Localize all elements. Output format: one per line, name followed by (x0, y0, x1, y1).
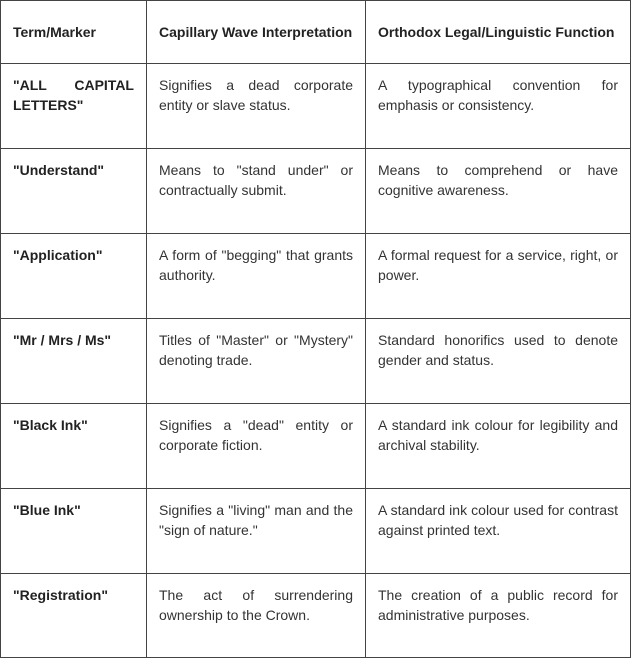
table-row (1, 234, 631, 319)
orthodox-cell: Standard honorifics used to denote gender and status. (366, 319, 631, 404)
term-cell: "Blue Ink" (1, 489, 147, 574)
term-cell: "Mr / Mrs / Ms" (1, 319, 147, 404)
term-cell: "Black Ink" (1, 404, 147, 489)
term-cell: "ALL CAPITAL LETTERS" (1, 64, 147, 149)
capillary-cell: Signifies a "dead" entity or corporate fiction. (147, 404, 366, 489)
orthodox-cell: A standard ink colour used for contrast against printed text. (366, 489, 631, 574)
capillary-cell: Means to "stand under" or contractually submit. (147, 149, 366, 234)
header-orthodox: Orthodox Legal/Linguistic Function (366, 1, 631, 64)
table-row (1, 489, 631, 574)
header-capillary: Capillary Wave Interpretation (147, 1, 366, 64)
capillary-cell: Titles of "Master" or "Mystery" denoting trade. (147, 319, 366, 404)
capillary-cell: The act of surrendering ownership to the Crown. (147, 574, 366, 658)
term-cell: "Understand" (1, 149, 147, 234)
capillary-cell: Signifies a dead corporate entity or slave status. (147, 64, 366, 149)
table-row (1, 574, 631, 658)
table-row (1, 149, 631, 234)
orthodox-cell: A typographical convention for emphasis or consistency. (366, 64, 631, 149)
orthodox-cell: The creation of a public record for administrative purposes. (366, 574, 631, 658)
header-term: Term/Marker (1, 1, 147, 64)
orthodox-cell: Means to comprehend or have cognitive awareness. (366, 149, 631, 234)
capillary-cell: Signifies a "living" man and the "sign of nature." (147, 489, 366, 574)
capillary-cell: A form of "begging" that grants authority. (147, 234, 366, 319)
term-cell: "Registration" (1, 574, 147, 658)
orthodox-cell: A standard ink colour for legibility and archival stability. (366, 404, 631, 489)
table-row (1, 64, 631, 149)
orthodox-cell: A formal request for a service, right, or power. (366, 234, 631, 319)
table-row (1, 404, 631, 489)
table-row (1, 319, 631, 404)
term-cell: "Application" (1, 234, 147, 319)
header-row (1, 1, 631, 64)
